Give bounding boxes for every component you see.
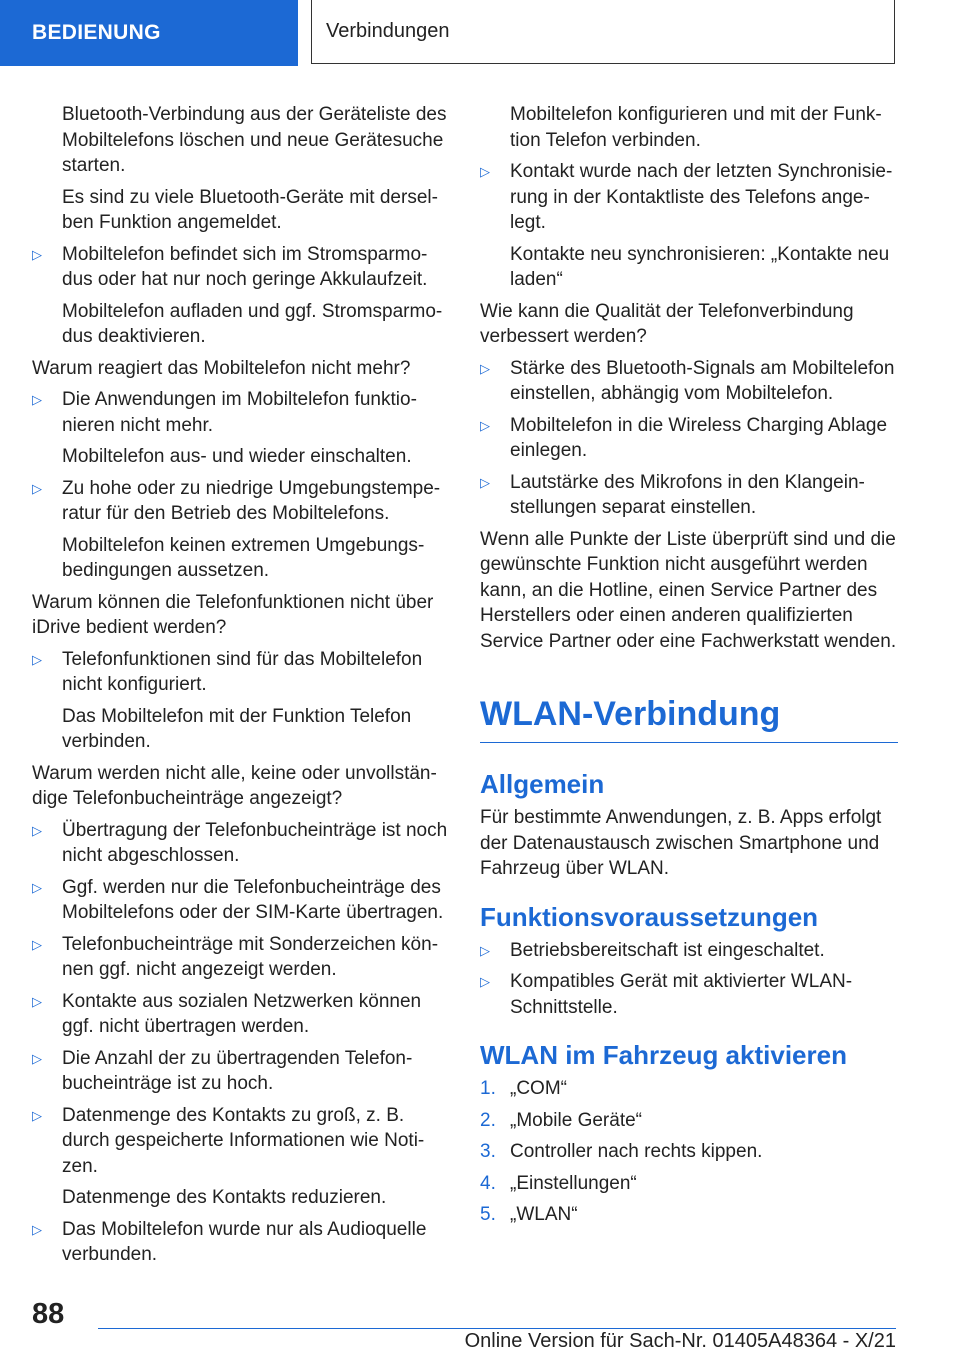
page-number: 88 xyxy=(32,1298,65,1330)
solution-text: Kontakte neu synchronisieren: „Kontakte neu laden“ xyxy=(510,243,890,290)
step-item: 5. „WLAN“ xyxy=(480,1202,898,1228)
section-heading: WLAN-Verbindung xyxy=(480,692,898,743)
list-item: ▷ Ggf. werden nur die Telefonbucheinträge des Mobiltelefons oder der SIM-Karte übertragen. xyxy=(32,876,444,923)
solution-text: Mobiltelefon aus- und wieder einschalten. xyxy=(62,446,412,467)
cause-text: Es sind zu viele Bluetooth-Geräte mit derselben Funktion angemeldet. xyxy=(62,186,438,233)
step-number: 5. xyxy=(480,1204,496,1225)
list-item: ▷ Die Anzahl der zu übertragenden Telefonbucheinträge ist zu hoch. xyxy=(32,1047,413,1094)
bullet-triangle-icon: ▷ xyxy=(32,822,42,838)
bullet-triangle-icon: ▷ xyxy=(480,974,490,989)
step-number: 2. xyxy=(480,1109,496,1131)
bullet-triangle-icon: ▷ xyxy=(32,392,42,407)
list-item: ▷ Mobiltelefon in die Wireless Charging Ablage einlegen. xyxy=(480,414,888,461)
step-item: 3. Controller nach rechts kippen. xyxy=(480,1139,898,1165)
section-title: Verbindungen xyxy=(311,0,895,64)
step-number: 3. xyxy=(480,1141,496,1162)
solution-text: Mobiltelefon konfigurieren und mit der Funktion Telefon verbinden. xyxy=(510,104,882,151)
step-number: 1. xyxy=(480,1078,496,1099)
list-item: ▷ Kontakte aus sozialen Netzwerken können ggf. nicht übertragen werden. xyxy=(32,990,422,1037)
bullet-triangle-icon: ▷ xyxy=(32,1050,42,1066)
footer-text: Online Version für Sach-Nr. 01405A48364 - X/21 xyxy=(464,1330,896,1352)
chapter-tab: BEDIENUNG xyxy=(0,0,298,66)
list-item: ▷ Stärke des Bluetooth-Signals am Mobiltelefon einstellen, abhängig vom Mobiltelefon. xyxy=(480,357,895,404)
page-header xyxy=(0,0,960,66)
subheading: Allgemein xyxy=(480,769,605,799)
bullet-triangle-icon: ▷ xyxy=(480,360,490,376)
list-item: ▷ Zu hohe oder zu niedrige Umgebungstemperatur für den Betrieb des Mobiltelefons. xyxy=(32,477,441,524)
question: Wie kann die Qualität der Telefonverbindung verbessert werden? xyxy=(480,300,854,347)
bullet-triangle-icon: ▷ xyxy=(32,1107,42,1123)
step-item: 2. „Mobile Geräte“ xyxy=(480,1108,898,1134)
list-item: ▷ Telefonbucheinträge mit Sonderzeichen können ggf. nicht angezeigt werden. xyxy=(32,933,439,980)
subheading: Funktionsvoraussetzungen xyxy=(480,901,819,932)
list-item: ▷ Mobiltelefon befindet sich im Stromsparmodus oder hat nur noch geringe Akkulaufzeit. xyxy=(32,243,428,290)
subheading: WLAN im Fahrzeug aktivieren xyxy=(480,1040,847,1070)
solution-text: Mobiltelefon aufladen und ggf. Stromsparmodus deaktivieren. xyxy=(62,300,443,347)
solution-text: Das Mobiltelefon mit der Funktion Telefon verbinden. xyxy=(62,705,412,752)
bullet-triangle-icon: ▷ xyxy=(480,942,490,958)
step-item: 4. „Einstellungen“ xyxy=(480,1171,898,1197)
list-item: ▷ Telefonfunktionen sind für das Mobiltelefon nicht konfiguriert. xyxy=(32,648,423,695)
solution-text: Mobiltelefon keinen extremen Umgebungsbedingungen aussetzen. xyxy=(62,534,425,581)
list-item: ▷ Das Mobiltelefon wurde nur als Audioquelle verbunden. xyxy=(32,1218,427,1265)
step-item: 1. „COM“ xyxy=(480,1076,898,1102)
step-number: 4. xyxy=(480,1172,496,1194)
list-item: ▷ Übertragung der Telefonbucheinträge ist noch nicht abgeschlossen. xyxy=(32,819,448,866)
bullet-triangle-icon: ▷ xyxy=(32,480,42,496)
list-item: ▷ Kontakt wurde nach der letzten Synchronisierung in der Kontaktliste des Telefons angelegt. xyxy=(480,161,893,233)
bullet-triangle-icon: ▷ xyxy=(32,936,42,952)
question: Warum werden nicht alle, keine oder unvollständige Telefonbucheinträge angezeigt? xyxy=(32,762,437,809)
bullet-triangle-icon: ▷ xyxy=(32,651,42,667)
bullet-triangle-icon: ▷ xyxy=(32,879,42,895)
solution-text: Bluetooth-Verbindung aus der Geräteliste des Mobiltelefons löschen und neue Gerätesuche starten. xyxy=(62,104,447,176)
bullet-triangle-icon: ▷ xyxy=(480,164,490,179)
list-item: ▷ Kompatibles Gerät mit aktivierter WLAN-Schnittstelle. xyxy=(480,971,853,1018)
question: Warum reagiert das Mobiltelefon nicht mehr? xyxy=(32,357,411,379)
list-item: ▷ Die Anwendungen im Mobiltelefon funktionieren nicht mehr. xyxy=(32,389,417,436)
footer-divider xyxy=(98,1328,896,1329)
paragraph: Für bestimmte Anwendungen, z. B. Apps erfolgt der Datenaustausch zwischen Smartphone und Fahrzeug über WLAN. xyxy=(480,807,882,879)
question: Warum können die Telefonfunktionen nicht über iDrive bedient werden? xyxy=(32,591,434,638)
bullet-triangle-icon: ▷ xyxy=(480,417,490,433)
right-column xyxy=(480,102,898,1234)
bullet-triangle-icon: ▷ xyxy=(32,1221,42,1237)
solution-text: Datenmenge des Kontakts reduzieren. xyxy=(62,1187,387,1208)
bullet-triangle-icon: ▷ xyxy=(32,993,42,1009)
list-item: ▷ Lautstärke des Mikrofons in den Klangeinstellungen separat einstellen. xyxy=(480,471,865,518)
list-item: ▷ Betriebsbereitschaft ist eingeschaltet. xyxy=(480,938,898,964)
list-item: ▷ Datenmenge des Kontakts zu groß, z. B. durch gespeicherte Informationen wie Notizen. xyxy=(32,1104,425,1177)
paragraph: Wenn alle Punkte der Liste überprüft sind und die gewünschte Funktion nicht ausgeführt werden kann, an die Hotline, einen Service Partner des Herstellers oder einen anderen qualifizierten Service Partner oder eine Fachwerkstatt wenden. xyxy=(480,528,897,652)
bullet-triangle-icon: ▷ xyxy=(32,246,42,262)
left-column xyxy=(32,102,450,1274)
bullet-triangle-icon: ▷ xyxy=(480,474,490,490)
